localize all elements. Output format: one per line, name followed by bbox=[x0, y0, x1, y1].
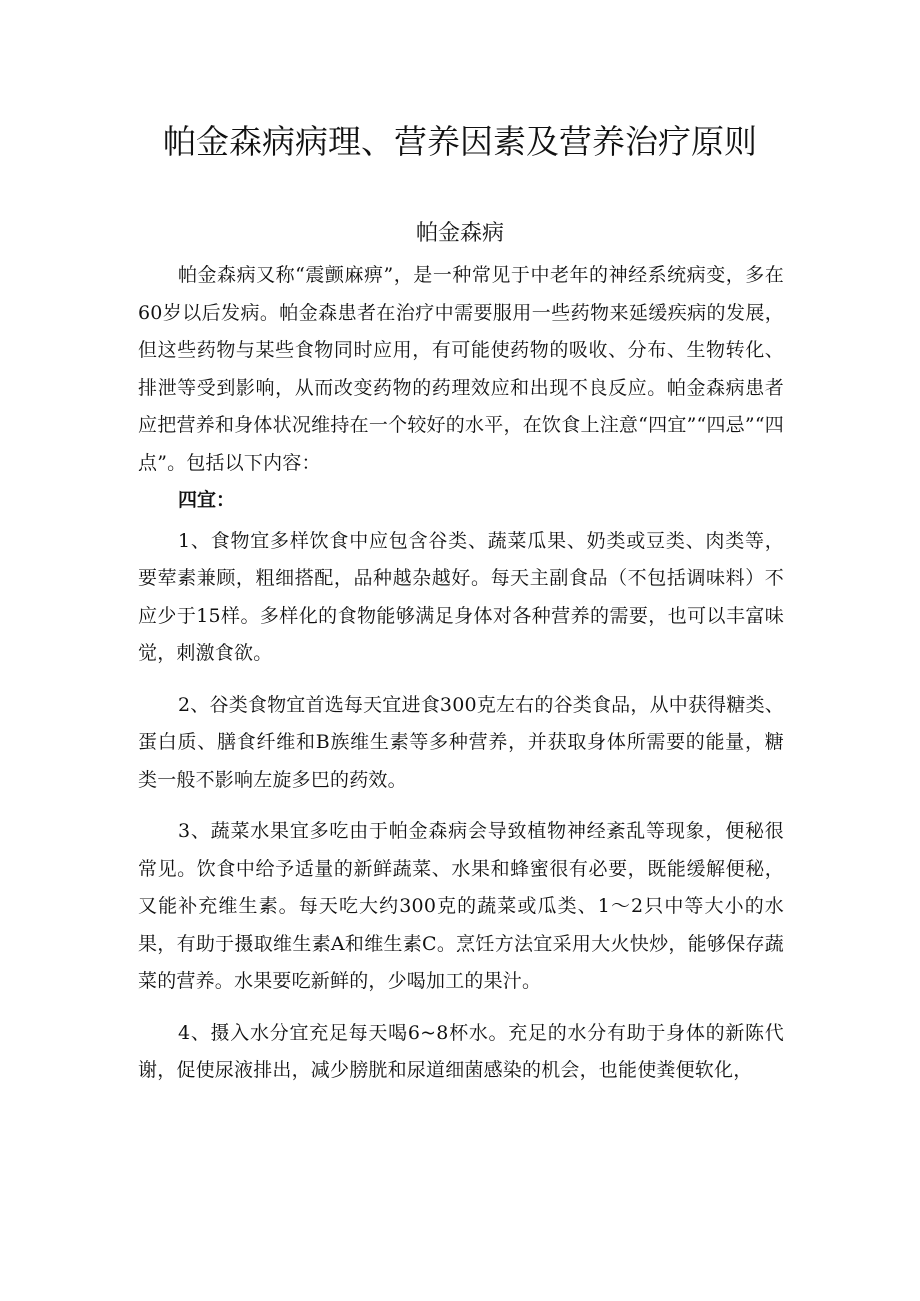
document-title: 帕金森病病理、营养因素及营养治疗原则 bbox=[163, 122, 757, 161]
list-item: 2、谷类食物宜首选每天宜进食300克左右的谷类食品，从中获得糖类、蛋白质、膳食纤维和B族维生素等多种营养，并获取身体所需要的能量，糖类一般不影响左旋多巴的药效。 bbox=[138, 693, 784, 791]
list-item: 1、食物宜多样饮食中应包含谷类、蔬菜瓜果、奶类或豆类、肉类等，要荤素兼顾，粗细搭配，品种越杂越好。每天主副食品（不包括调味料）不应少于15样。多样化的食物能够满足身体对各种营养的需要，也可以丰富味觉，刺激食欲。 bbox=[138, 529, 784, 664]
document-body bbox=[138, 257, 784, 1090]
section-heading: 四宜： bbox=[178, 489, 236, 511]
list-item: 3、蔬菜水果宜多吃由于帕金森病会导致植物神经紊乱等现象，便秘很常见。饮食中给予适量的新鲜蔬菜、水果和蜂蜜很有必要，既能缓解便秘，又能补充维生素。每天吃大约300克的蔬菜或瓜类、1～2只中等大小的水果，有助于摄取维生素A和维生素C。烹饪方法宜采用大火快炒，能够保存蔬菜的营养。水果要吃新鲜的，少喝加工的果汁。 bbox=[138, 820, 784, 992]
intro-paragraph: 帕金森病又称“震颤麻痹”，是一种常见于中老年的神经系统病变，多在60岁以后发病。帕金森患者在治疗中需要服用一些药物来延缓疾病的发展，但这些药物与某些食物同时应用，有可能使药物的吸收、分布、生物转化、排泄等受到影响，从而改变药物的药理效应和出现不良反应。帕金森病患者应把营养和身体状况维持在一个较好的水平，在饮食上注意“四宜”“四忌”“四点”。包括以下内容： bbox=[138, 264, 784, 474]
list-item: 4、摄入水分宜充足每天喝6~8杯水。充足的水分有助于身体的新陈代谢，促使尿液排出，减少膀胱和尿道细菌感染的机会，也能使粪便软化， bbox=[138, 1021, 784, 1081]
section-title: 帕金森病 bbox=[415, 221, 504, 246]
